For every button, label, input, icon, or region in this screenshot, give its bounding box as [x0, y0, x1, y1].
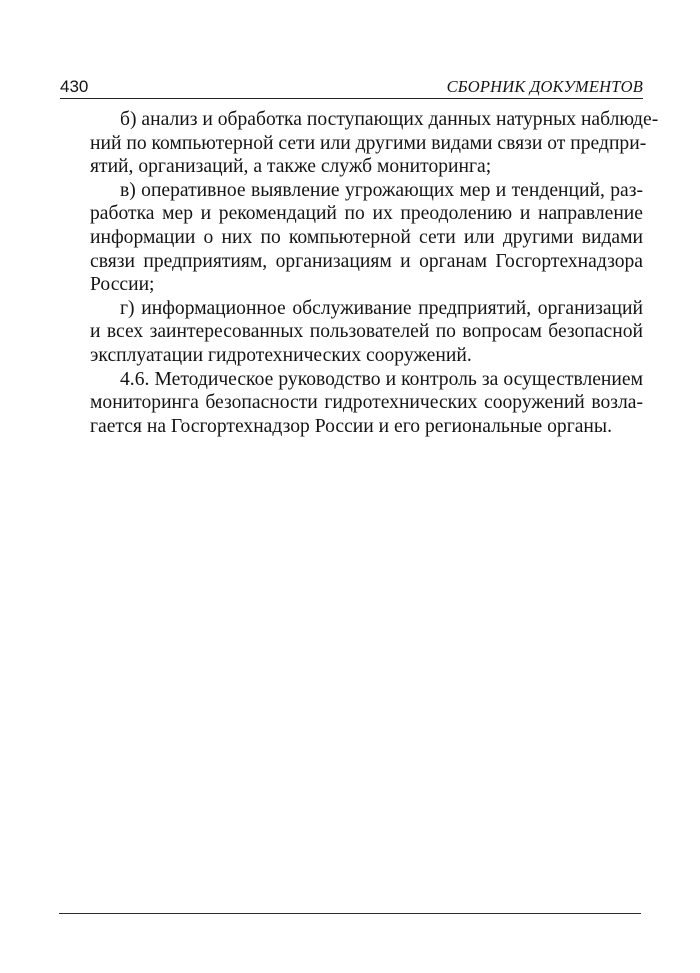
paragraph-b: [60, 108, 659, 179]
text-line: ний по компьютерной сети или другими видами связи от предпри-: [90, 132, 647, 154]
text-line: мониторинга безопасности гидротехнических сооружений возла-: [90, 392, 643, 414]
running-title: СБОРНИК ДОКУМЕНТОВ: [446, 77, 643, 96]
text-line: эксплуатации гидротехнических сооружений.: [90, 344, 472, 366]
text-line: связи предприятиям, организациям и органам Госгортехнадзора: [90, 250, 643, 272]
text-line: г) информационное обслуживание предприятий, организаций: [120, 297, 643, 319]
text-line: России;: [90, 274, 155, 296]
paragraph-4-6: [60, 368, 643, 439]
footer-rule: [59, 913, 641, 914]
paragraph-v: [60, 179, 643, 297]
text-line: ятий, организаций, а также служб мониторинга;: [90, 156, 492, 178]
page-header: [60, 76, 643, 99]
text-line: и всех заинтересованных пользователей по вопросам безопасной: [90, 321, 643, 343]
text-line: 4.6. Методическое руководство и контроль за осуществлением: [120, 368, 643, 390]
body-text: [60, 108, 659, 438]
text-line: работка мер и рекомендаций по их преодолению и направление: [90, 203, 643, 225]
text-line: гается на Госгортехнадзор России и его региональные органы.: [90, 415, 612, 437]
text-line: б) анализ и обработка поступающих данных натурных наблюде-: [120, 109, 659, 130]
text-line: в) оперативное выявление угрожающих мер и тенденций, раз-: [120, 179, 643, 201]
page-number: 430: [60, 77, 89, 96]
paragraph-g: [60, 297, 643, 368]
text-line: информации о них по компьютерной сети или другими видами: [90, 226, 643, 248]
